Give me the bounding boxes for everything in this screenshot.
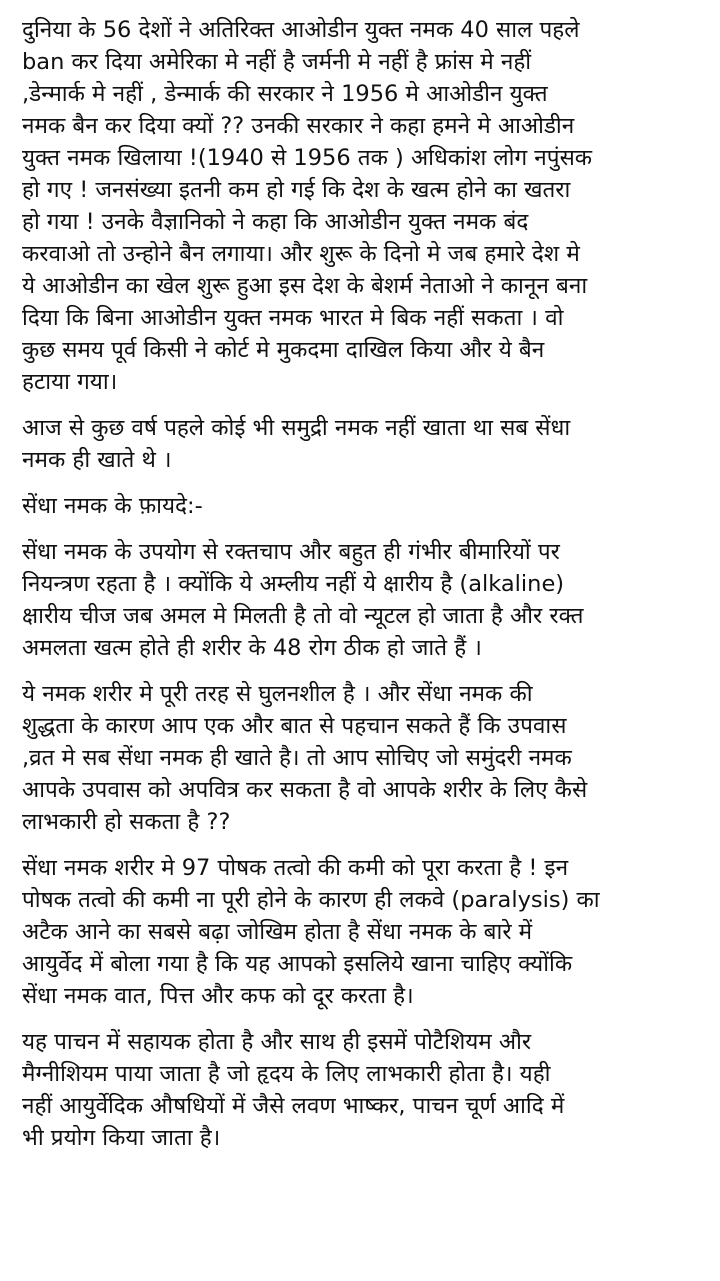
paragraph-iodine-ban: दुनिया के 56 देशों ने अतिरिक्त आओडीन युक्त नमक 40 साल पहले ban कर दिया अमेरिका मे नहीं है जर्मनी मे नहीं है फ्रांस मे नहीं ,डेन्मार्क मे नहीं , डेन्मार्क की सरकार ने 1956 मे आओडीन युक्त नमक बैन कर दिया क्यों ?? उनकी सरकार ने कहा हमने मे आओडीन युक्त नमक खिलाया !(1940 से 1956 तक ) अधिकांश लोग नपुंसक हो गए ! जनसंख्या इतनी कम हो गई कि देश के खत्म होने का खतरा हो गया ! उनके वैज्ञानिको ने कहा कि आओडीन युक्त नमक बंद करवाओ तो उन्होने बैन लगाया। और शुरू के दिनो मे जब हमारे देश मे ये आओडीन का खेल शुरू हुआ इस देश के बेशर्म नेताओ ने कानून बना दिया कि बिना आओडीन युक्त नमक भारत मे बिक नहीं सकता । वो कुछ समय पूर्व किसी ने कोर्ट मे मुकदमा दाखिल किया और ये बैन हटाया गया। bbox=[22, 17, 593, 395]
paragraph-solubility-fasting: ये नमक शरीर मे पूरी तरह से घुलनशील है । और सेंधा नमक की शुद्धता के कारण आप एक और बात से पहचान सकते हैं कि उपवास ,व्रत मे सब सेंधा नमक ही खाते है। तो आप सोचिए जो समुंदरी नमक आपके उपवास को अपवित्र कर सकता है वो आपके शरीर के लिए कैसे लाभकारी हो सकता है ?? bbox=[22, 681, 588, 835]
section-heading-benefits: सेंधा नमक के फ़ायदे:- bbox=[22, 493, 203, 519]
paragraph-sea-salt-history: आज से कुछ वर्ष पहले कोई भी समुद्री नमक नहीं खाता था सब सेंधा नमक ही खाते थे । bbox=[22, 415, 571, 473]
paragraph-digestion-minerals: यह पाचन में सहायक होता है और साथ ही इसमें पोटैशियम और मैग्नीशियम पाया जाता है जो हृदय के लिए लाभकारी होता है। यही नहीं आयुर्वेदिक औषधियों में जैसे लवण भाष्कर, पाचन चूर्ण आदि में भी प्रयोग किया जाता है। bbox=[22, 1029, 565, 1151]
paragraph-nutrients-ayurveda: सेंधा नमक शरीर मे 97 पोषक तत्वो की कमी को पूरा करता है ! इन पोषक तत्वो की कमी ना पूरी होने के कारण ही लकवे (paralysis) का अटैक आने का सबसे बढ़ा जोखिम होता है सेंधा नमक के बारे में आयुर्वेद में बोला गया है कि यह आपको इसलिये खाना चाहिए क्योंकि सेंधा नमक वात, पित्त और कफ को दूर करता है। bbox=[22, 855, 600, 1009]
paragraph-blood-pressure: सेंधा नमक के उपयोग से रक्तचाप और बहुत ही गंभीर बीमारियों पर नियन्त्रण रहता है । क्योंकि ये अम्लीय नहीं ये क्षारीय है (alkaline) क्षारीय चीज जब अमल मे मिलती है तो वो न्यूटल हो जाता है और रक्त अमलता खत्म होते ही शरीर के 48 रोग ठीक हो जाते हैं । bbox=[22, 539, 584, 661]
